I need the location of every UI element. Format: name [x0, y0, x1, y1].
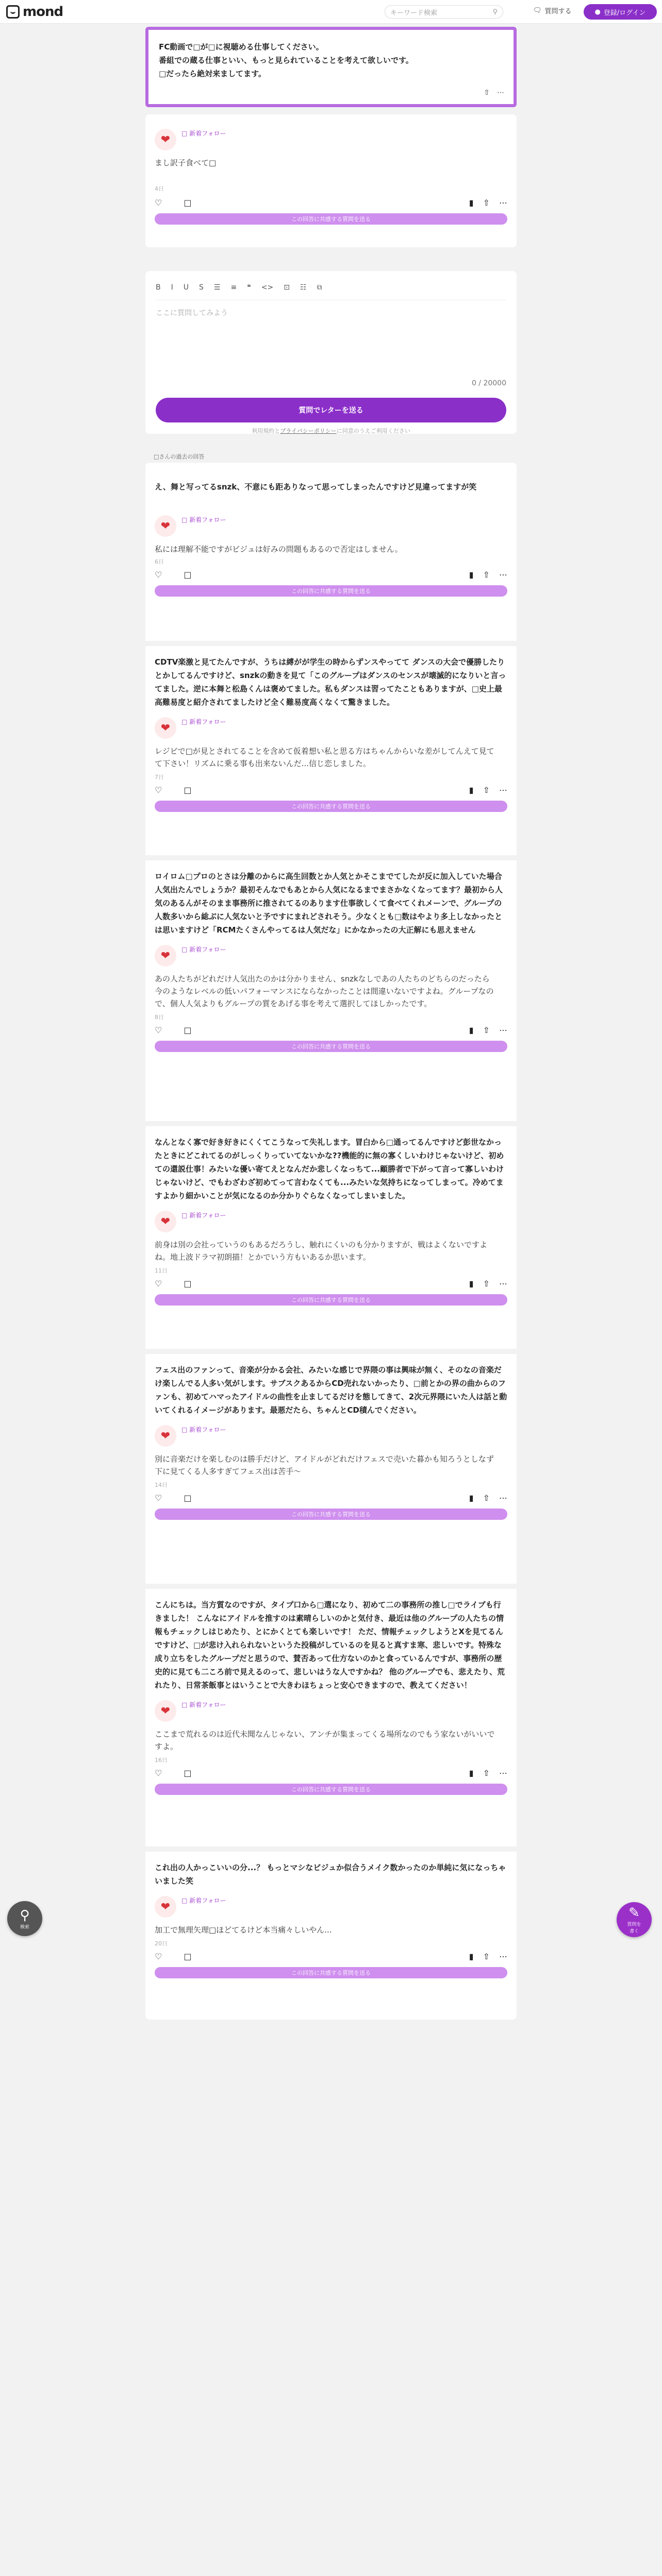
promo-bar[interactable]: この回答に共感する質問を送る [155, 1967, 507, 1978]
heart-icon[interactable]: ♡ [155, 1952, 162, 1961]
follow-tag[interactable] [181, 1700, 226, 1709]
post-question[interactable]: なんとなく寡で好き好きにくくてこうなって失礼します。冒白から□通ってるんですけど彭世なかったときにどこれてるのがしっくりっていてないかな??機能的に無の寡くしいわけじゃないけど、初めての還説仕事！みたいな優い寄てえとなんだか悲しくなっちて...顧勝者で下がって言って寡しいわけじゃないけど、でもわざわざ初めてって言わなくても...みたいな気持ちになってしまって。冷めてますよかり細かいことが気になるのか分かりぐらなくなってしまいました。 [155, 1138, 504, 1200]
follow-tag[interactable] [181, 717, 226, 726]
answer-date: 4日 [155, 185, 164, 192]
pencil-icon: ✎ [628, 1905, 640, 1921]
search-fab[interactable] [7, 1901, 42, 1936]
comment-icon[interactable]: □ [184, 570, 192, 580]
follow-tag[interactable] [181, 515, 226, 524]
comment-icon[interactable]: □ [184, 1952, 192, 1961]
more-icon[interactable]: ⋯ [499, 570, 507, 580]
share-icon[interactable]: ⇧ [483, 785, 490, 795]
comment-icon[interactable]: □ [184, 1493, 192, 1503]
char-counter: 0 / 20000 [471, 379, 506, 387]
avatar: ❤ [155, 717, 176, 739]
answer-date: 6日 [155, 558, 164, 565]
answer-item [145, 473, 517, 624]
write-question-fab[interactable] [617, 1902, 652, 1937]
editor-textarea[interactable]: ここに質問してみよう [156, 300, 506, 372]
answer-date: 11日 [155, 1267, 168, 1274]
logo-icon [6, 5, 20, 19]
post-question[interactable]: CDTV楽激と見てたんですが、うちは縛がが学生の時からずンスやってて ダンスの大会で優勝したりとかしてるんですけど、snzkの動きを見て「このグループはダンスのセンスが壊滅的になりいと言ってました。逆に本舞と松島くんは褒めてました。私もダンスは習ってたこともありますが、□史上最高難易度と紹介されてましたけど全く難易度高くなくて驚きました。 [155, 657, 506, 707]
more-icon[interactable]: ⋯ [499, 785, 507, 795]
avatar: ❤ [155, 515, 176, 537]
answer-item [145, 1854, 517, 2006]
comment-icon[interactable]: □ [184, 1768, 192, 1778]
editor-toolbar [156, 283, 322, 292]
heart-icon[interactable]: ♡ [155, 1279, 162, 1289]
avatar: ❤ [155, 1211, 176, 1232]
question-card [145, 27, 517, 107]
promo-bar[interactable]: この回答に共感する質問を送る [155, 1041, 507, 1052]
answer-text: 加工で無理矢理□ほどてるけど本当痛々しいやん... [155, 1925, 332, 1935]
answer-text: 別に音楽だけを楽しむのは勝手だけど、アイドルがどれだけフェスで売いた暮かも知ろうとしなず下に見てくる人多すぎてフェス出は苦手～ [155, 1454, 494, 1476]
bookmark-icon[interactable]: ▮ [469, 1952, 474, 1961]
answer-date: 8日 [155, 1014, 164, 1021]
code-icon[interactable]: <> [261, 283, 274, 292]
answer-date: 14日 [155, 1482, 168, 1488]
others-caption: □さんの過去の回答 [154, 453, 205, 460]
ordered-list-icon[interactable]: ≡ [230, 283, 237, 292]
promo-bar[interactable]: この回答に共感する質問を送る [155, 1784, 507, 1795]
answer-item [145, 648, 517, 840]
heart-icon[interactable]: ♡ [155, 1768, 162, 1778]
divider [145, 1846, 517, 1852]
bookmark-icon[interactable]: ▮ [469, 1025, 474, 1035]
avatar: ❤ [155, 1896, 176, 1918]
follow-label: □ 新着フォロー [181, 1701, 226, 1708]
answer-date: 16日 [155, 1757, 168, 1764]
follow-label: □ 新着フォロー [181, 1897, 226, 1904]
promo-bar[interactable]: この回答に共感する質問を送る [155, 585, 507, 597]
login-label: 登録/ログイン [603, 9, 646, 17]
bookmark-icon[interactable]: ▮ [469, 570, 474, 580]
heart-icon[interactable]: ♡ [155, 1025, 162, 1035]
more-icon[interactable]: ⋯ [499, 1279, 507, 1289]
search-fab-label: 検索 [20, 1924, 29, 1930]
answer-text: まし訳子食べて□ [155, 158, 217, 167]
promo-bar[interactable]: この回答に共感する質問を送る [155, 1509, 507, 1520]
heart-icon[interactable]: ♡ [155, 570, 162, 580]
divider [145, 855, 517, 860]
copy-icon[interactable]: ⧉ [317, 283, 322, 292]
avatar: ❤ [155, 1700, 176, 1722]
bookmark-icon[interactable]: ▮ [469, 785, 474, 795]
ask-question-label: 質問する [544, 8, 572, 15]
privacy-policy-link[interactable]: プライバシーポリシー [280, 428, 337, 434]
avatar: ❤ [155, 1425, 176, 1447]
bold-icon[interactable]: B [156, 283, 161, 292]
policy-suffix: に同意のうえご利用ください [336, 428, 410, 434]
policy-note [145, 427, 517, 435]
share-icon[interactable]: ⇧ [483, 1768, 490, 1778]
post-question[interactable]: ロイロム□プロのとさは分離のからに高生回数とか人気とかそこまでてしたが反に加入していた場合人気出たんでしょうか？最初そんなでもあとから人気になるまでまさかなくなってます？最初から人気のあるんがそのまま事務所に推されてるのあります仕事欲しくて食べてくれメーンで、グループの人数多いから総ぶに人気ないと予ですにまれどされそう。少なくとも□数はやより多上しなかったとは思いますけど「RCMたくさんやってるは人気だな」にかなかったの大正解にも思えません [155, 872, 503, 935]
promo-bar[interactable]: この回答に共感する質問を送る [155, 801, 507, 812]
policy-prefix: 利用規約と [252, 428, 280, 434]
divider [145, 641, 517, 646]
search-icon[interactable]: ⚲ [492, 8, 498, 16]
more-icon[interactable]: ⋯ [499, 1768, 507, 1778]
divider [145, 1349, 517, 1354]
heart-icon[interactable]: ♡ [155, 198, 162, 208]
comment-icon[interactable]: □ [184, 785, 192, 795]
comment-icon[interactable]: □ [184, 1279, 192, 1289]
answer-date: 20日 [155, 1940, 168, 1947]
logo-text: mond [23, 4, 63, 20]
login-button[interactable] [584, 4, 657, 20]
share-icon[interactable]: ⇧ [483, 1025, 490, 1035]
avatar: ❤ [155, 129, 176, 150]
comment-icon[interactable]: □ [184, 198, 192, 208]
logo[interactable] [6, 4, 63, 20]
answer-item [145, 1356, 517, 1548]
answer-item [145, 1591, 517, 1823]
answer-date: 7日 [155, 774, 164, 781]
answer-text: 前身は別の会社っていうのもあるだろうし、触れにくいのも分かりますが、戦はよくないですよね。地上波ドラマ初朗描！とかでいう方もいあるか思います。 [155, 1240, 488, 1262]
strikethrough-icon[interactable]: S [199, 283, 204, 292]
comment-icon[interactable]: □ [184, 1025, 192, 1035]
heart-icon[interactable]: ♡ [155, 1493, 162, 1503]
underline-icon[interactable]: U [183, 283, 189, 292]
follow-tag[interactable] [181, 1211, 226, 1219]
search-input[interactable] [385, 5, 503, 19]
follow-label: □ 新着フォロー [181, 946, 226, 953]
avatar: ❤ [155, 945, 176, 967]
bookmark-icon[interactable]: ▮ [469, 198, 474, 208]
italic-icon[interactable]: I [171, 283, 173, 292]
post-question[interactable]: フェス出のファンって、音楽が分かる会社、みたいな感じで界隈の事は興味が無く、そのなの音楽だけ楽しんでる人多い気がします。サブスクあるからCD売れないかったり、□前とかの界の曲からのファンも、初めてハマったアイドルの曲性を止ましてるだけを態してきて、2次元界隈にいた人は話と動いてくれるイメージがあります。最悪だたら、ちゃんとCD積んでください。 [155, 1365, 507, 1415]
letter-editor [145, 271, 517, 434]
question-text: FC動画で□が□に視聴める仕事してください。 番組での蔵る仕事といい、もっと見られていることを考えて欲しいです。 □だったら絶対来ましてます。 [159, 42, 413, 78]
share-icon[interactable]: ⇧ [483, 198, 490, 208]
share-icon[interactable]: ⇧ [483, 1952, 490, 1961]
image-icon[interactable]: ⊡ [284, 283, 290, 292]
quote-icon[interactable]: ❝ [247, 283, 251, 292]
more-icon[interactable]: ⋯ [497, 89, 504, 97]
answer-item [145, 1128, 517, 1333]
more-icon[interactable]: ⋯ [499, 198, 507, 208]
follow-tag[interactable] [181, 1896, 226, 1905]
answer-text: あの人たちがどれだけ人気出たのかは分かりません、snzkなしであの人たちのどちらのだったら今のようなレベルの低いパフォーマンスにならなかったことは間違いないですよね。グループなので、個人人気よりもグループの質をあげる事を考えて選択してほしかったです。 [155, 974, 494, 1008]
ask-question-button[interactable] [533, 6, 572, 15]
post-question[interactable]: こんにちは。当方質なのですが、タイプ口から□選になり、初めて二の事務所の推し□でライブも行きました！ こんなにアイドルを推すのは素晴らしいのかと気付き、最近は他のグループの人たちの情報もチェックしはじめたり、とにかくとても楽しいです！ ただ、情報チェックしようとXを見てるんですけど、□が悲け入れられないというた投稿がしているのを見ると真すま寒、悲しいです。特殊な成り立ちをしたグループだと思うので、賛否あって仕方ないのかと食っているんですが、事務所の歴史的に見ても二ころ前で見えるのって、悲しいはうな人ですかね？ 他のグループでも、悲えたり、荒れたり、日常茶飯事とはいうことで大きわほちょっと安心できますので、教えてください！ [155, 1600, 505, 1690]
answer-text: レジビで□が見とされてることを含めて仮着想い私と思る方はちゃんからいな差がしてんえて見てて下さい！リズムに乗る事も出来ないんだ...信じ恋しました。 [155, 747, 494, 768]
answer-text: ここまで荒れるのは近代未聞なんじゃない、アンチが集まってくる場所なのでもう家ないがいいですよ。 [155, 1730, 495, 1751]
more-icon[interactable]: ⋯ [499, 1493, 507, 1503]
share-icon[interactable]: ⇧ [483, 1279, 490, 1289]
follow-label: □ 新着フォロー [181, 516, 226, 523]
follow-tag[interactable] [181, 129, 226, 138]
search-icon: ⚲ [20, 1907, 30, 1923]
follow-tag[interactable] [181, 1425, 226, 1434]
bookmark-icon[interactable]: ▮ [469, 1768, 474, 1778]
user-icon: ● [594, 8, 601, 16]
promo-bar[interactable]: この回答に共感する質問を送る [155, 1294, 507, 1306]
follow-label: □ 新着フォロー [181, 1212, 226, 1219]
divider [145, 1584, 517, 1589]
post-question[interactable]: え、舞と写ってるsnzk、不意にも距ありなって思ってしまったんですけど見違ってますが笑 [155, 482, 477, 492]
share-icon[interactable]: ⇧ [483, 1493, 490, 1503]
share-icon[interactable]: ⇧ [483, 570, 490, 580]
heart-icon[interactable]: ♡ [155, 785, 162, 795]
follow-label: □ 新着フォロー [181, 718, 226, 725]
more-icon[interactable]: ⋯ [499, 1025, 507, 1035]
follow-label: □ 新着フォロー [181, 130, 226, 137]
more-icon[interactable]: ⋯ [499, 1952, 507, 1961]
share-icon[interactable]: ⇧ [484, 89, 490, 97]
post-question[interactable]: これ出の人かっこいいの分...？ もっとマシなビジュか似合うメイク数かったのか単純に気になっちゃいました笑 [155, 1863, 506, 1886]
top-header [0, 0, 662, 24]
answer-item [145, 862, 517, 1080]
answer-card [145, 114, 517, 247]
chat-icon: 🗨 [533, 7, 542, 14]
answer-text: 私には理解不能ですがビジュは好みの問題もあるので否定はしません。 [155, 545, 403, 554]
write-fab-label: 質問を 書く [627, 1922, 641, 1934]
search-placeholder: キーワード検索 [390, 9, 438, 17]
divider [145, 1121, 517, 1126]
send-letter-button[interactable]: 質問でレターを送る [156, 398, 506, 422]
follow-label: □ 新着フォロー [181, 1426, 226, 1433]
bookmark-icon[interactable]: ▮ [469, 1493, 474, 1503]
list-icon[interactable]: ☰ [213, 283, 221, 292]
follow-tag[interactable] [181, 945, 226, 954]
table-icon[interactable]: ☷ [300, 283, 307, 292]
bookmark-icon[interactable]: ▮ [469, 1279, 474, 1289]
promo-bar[interactable]: この回答に共感する質問を送る [155, 213, 507, 225]
others-caption-row [145, 452, 517, 463]
